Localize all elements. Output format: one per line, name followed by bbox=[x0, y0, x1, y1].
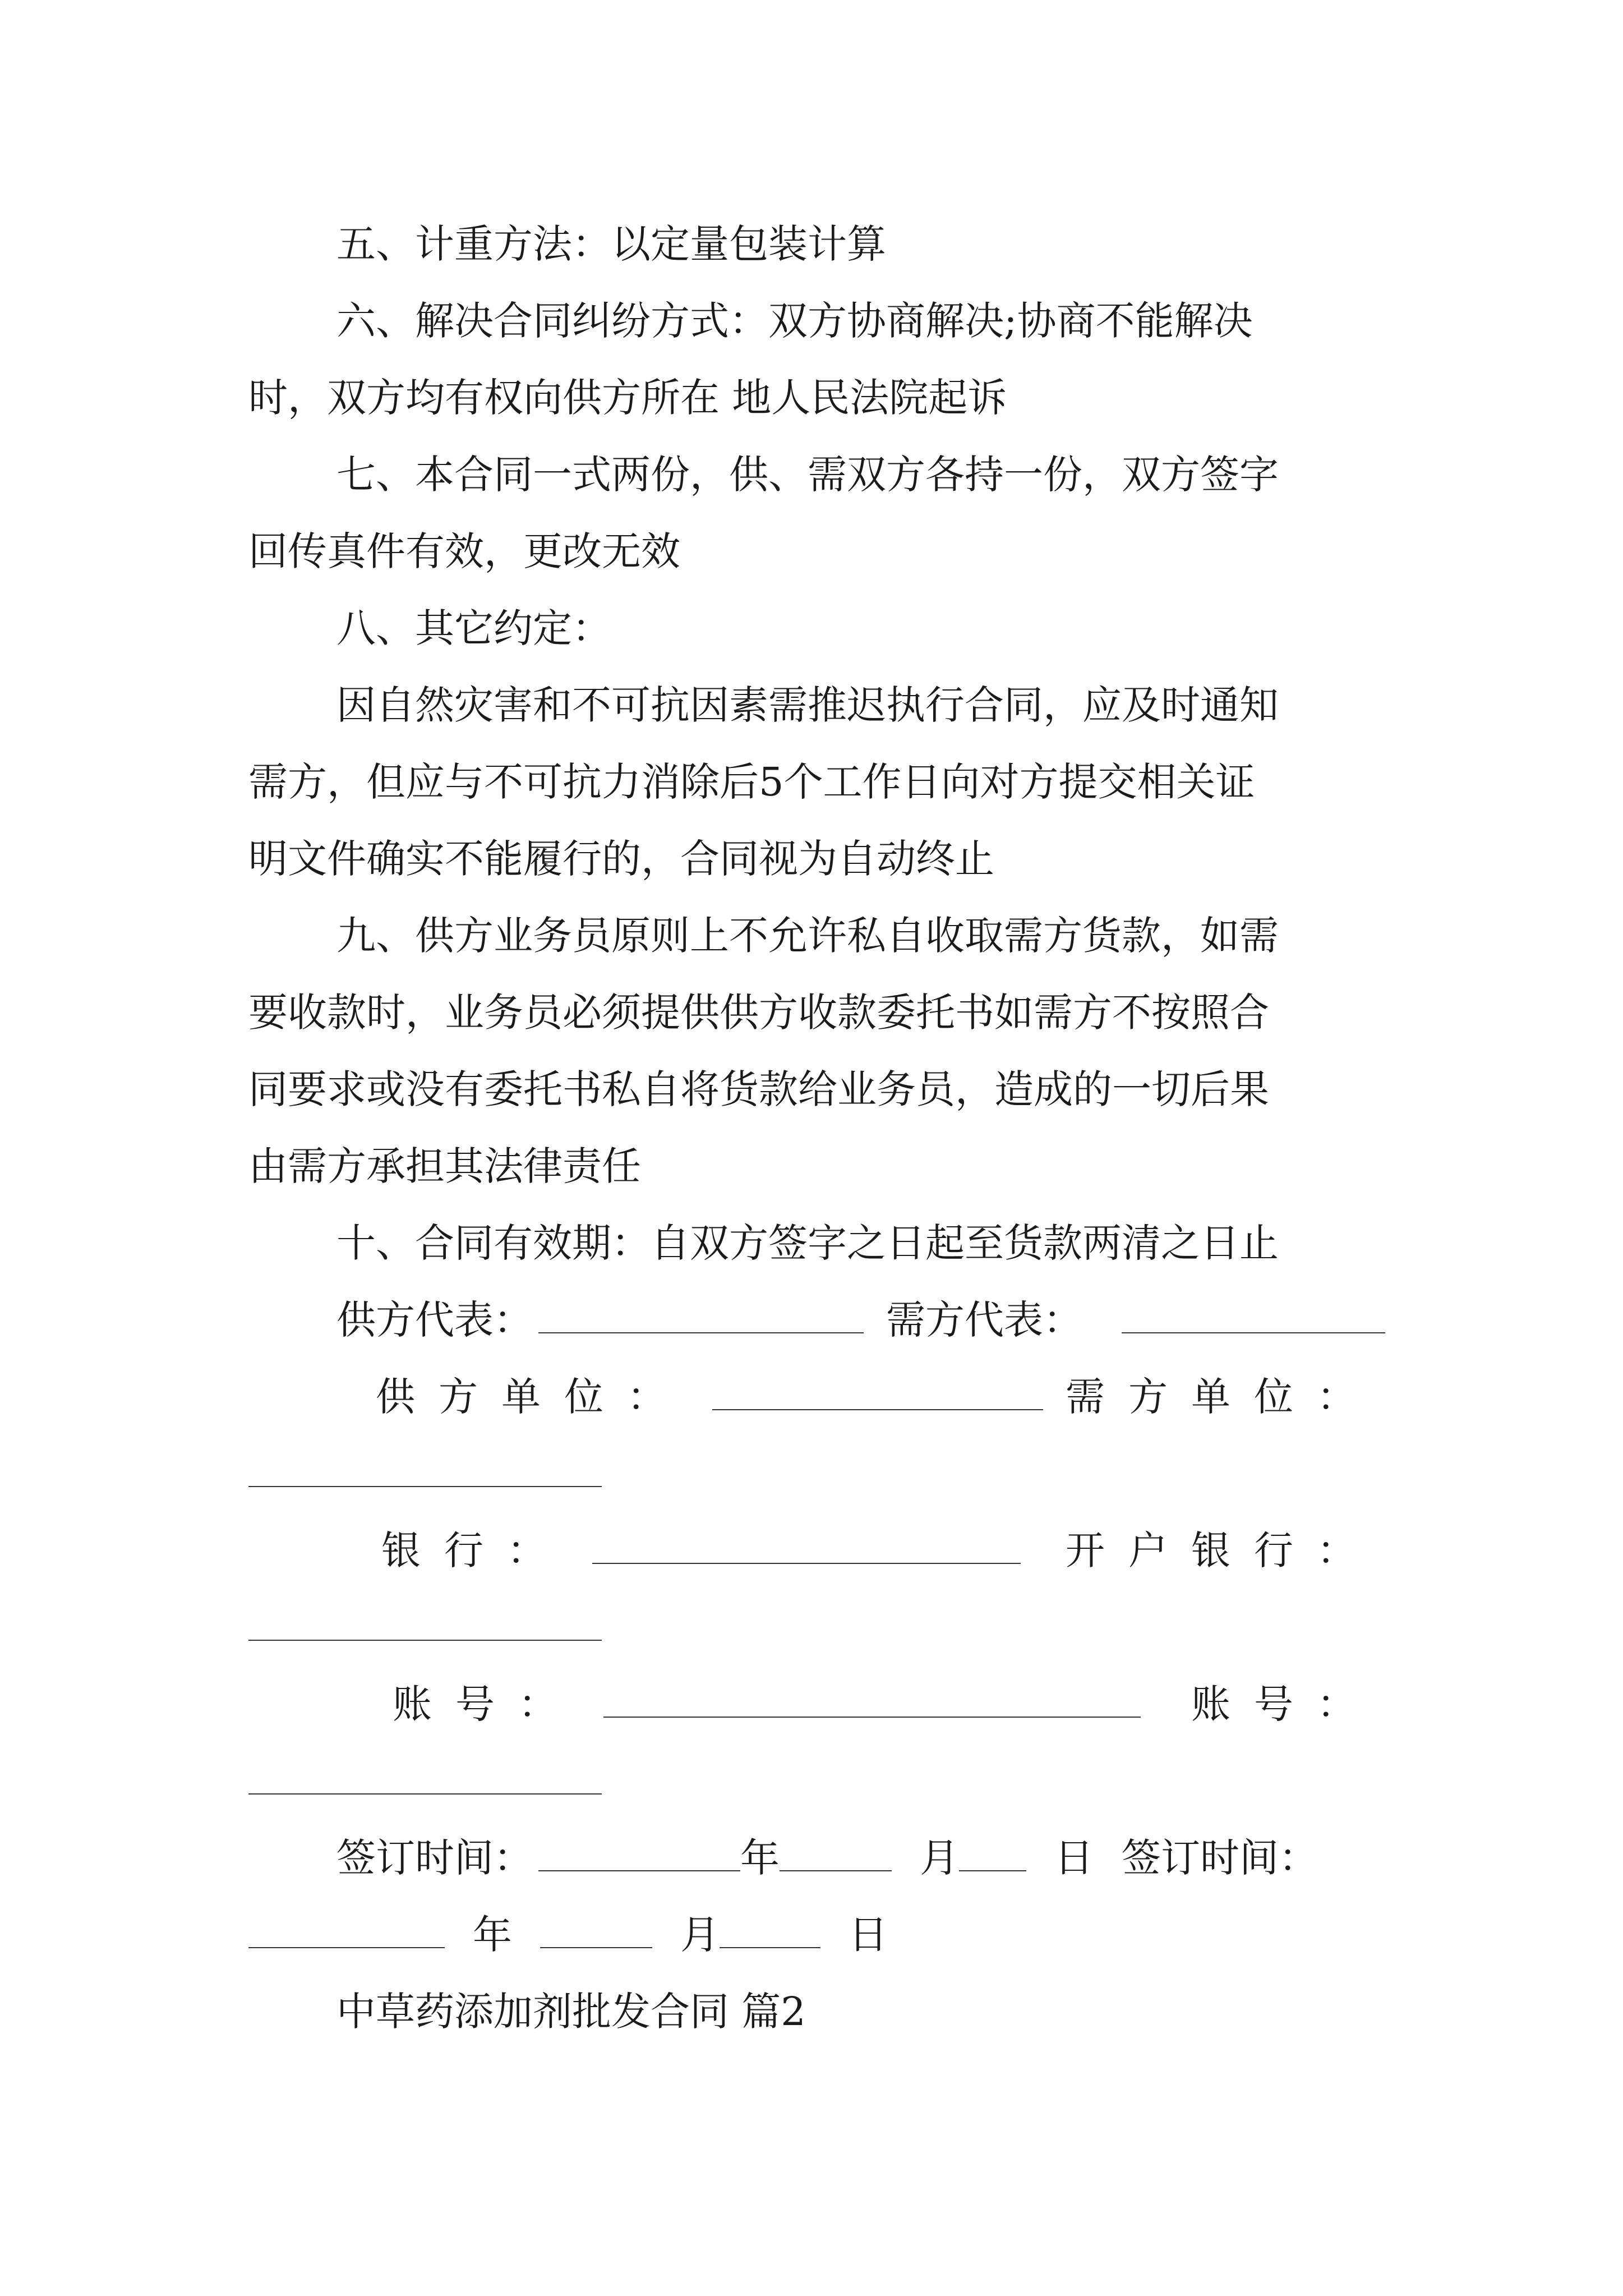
unit-row bbox=[376, 1369, 1380, 1425]
clause-7-line-1: 七、本合同一式两份，供、需双方各持一份，双方签字 bbox=[336, 452, 1279, 498]
supplier-unit-label: 供方单位： bbox=[376, 1374, 690, 1420]
clause-5: 五、计重方法：以定量包装计算 bbox=[336, 221, 886, 267]
buyer-rep-label: 需方代表： bbox=[886, 1297, 1082, 1343]
sign-time-label: 签订时间： bbox=[336, 1835, 533, 1881]
sign2-month-label: 月 bbox=[680, 1912, 720, 1958]
clause-8-line-2: 需方，但应与不可抗力消除后5个工作日向对方提交相关证 bbox=[248, 759, 1255, 805]
clause-9-line-2: 要收款时，业务员必须提供供方收款委托书如需方不按照合 bbox=[248, 990, 1269, 1036]
account2-row bbox=[248, 1753, 602, 1809]
buyer-rep-blank[interactable] bbox=[1122, 1299, 1385, 1333]
account-blank[interactable] bbox=[603, 1683, 1141, 1718]
sign2-year-blank[interactable] bbox=[248, 1913, 445, 1948]
sign-month-label: 月 bbox=[920, 1835, 959, 1881]
bank-label: 银行： bbox=[381, 1527, 570, 1573]
clause-8-line-1: 因自然灾害和不可抗因素需推迟执行合同，应及时通知 bbox=[336, 682, 1279, 728]
clause-8-heading: 八、其它约定： bbox=[336, 605, 611, 651]
sign-year-label: 年 bbox=[740, 1835, 780, 1881]
buyer-unit-blank[interactable] bbox=[248, 1452, 602, 1487]
supplier-rep-label: 供方代表： bbox=[336, 1297, 533, 1343]
sign2-month-blank[interactable] bbox=[540, 1913, 652, 1948]
clause-6-line-2: 时，双方均有权向供方所在 地人民法院起诉 bbox=[248, 375, 1007, 421]
account-row bbox=[393, 1676, 1380, 1732]
sign2-year-label: 年 bbox=[473, 1912, 512, 1958]
account2-label: 账号： bbox=[1191, 1681, 1380, 1727]
account2-blank[interactable] bbox=[248, 1760, 602, 1795]
bank-row bbox=[381, 1522, 1380, 1579]
sign2-day-label: 日 bbox=[849, 1912, 888, 1958]
clause-6-line-1: 六、解决合同纠纷方式：双方协商解决;协商不能解决 bbox=[336, 298, 1253, 344]
rep-row bbox=[336, 1292, 1385, 1348]
bank-blank[interactable] bbox=[592, 1529, 1021, 1564]
account-label: 账号： bbox=[393, 1681, 581, 1727]
buyer-unit-row bbox=[248, 1446, 602, 1502]
sign-month-blank[interactable] bbox=[780, 1837, 892, 1871]
sign-day-label: 日 bbox=[1054, 1835, 1094, 1881]
sign-time2-label: 签订时间： bbox=[1122, 1835, 1318, 1881]
buyer-unit-label: 需方单位： bbox=[1066, 1374, 1380, 1420]
clause-9-line-3: 同要求或没有委托书私自将货款给业务员，造成的一切后果 bbox=[248, 1066, 1269, 1112]
supplier-rep-blank[interactable] bbox=[538, 1299, 864, 1333]
open-bank-row bbox=[248, 1599, 602, 1655]
open-bank-label: 开户银行： bbox=[1066, 1527, 1380, 1573]
section-title: 中草药添加剂批发合同 篇2 bbox=[336, 1989, 806, 2035]
sign-day-blank[interactable] bbox=[959, 1837, 1026, 1871]
clause-7-line-2: 回传真件有效，更改无效 bbox=[248, 528, 680, 574]
sign-year-blank[interactable] bbox=[538, 1837, 740, 1871]
sign-time2-row bbox=[248, 1907, 888, 1963]
sign-time-row bbox=[336, 1830, 1380, 1886]
supplier-unit-blank[interactable] bbox=[712, 1375, 1043, 1410]
sign2-day-blank[interactable] bbox=[720, 1913, 820, 1948]
clause-9-line-4: 由需方承担其法律责任 bbox=[248, 1143, 641, 1189]
clause-8-line-3: 明文件确实不能履行的，合同视为自动终止 bbox=[248, 836, 994, 882]
clause-10: 十、合同有效期：自双方签字之日起至货款两清之日止 bbox=[336, 1220, 1279, 1266]
open-bank-blank[interactable] bbox=[248, 1606, 602, 1641]
clause-9-line-1: 九、供方业务员原则上不允许私自收取需方货款，如需 bbox=[336, 913, 1279, 959]
